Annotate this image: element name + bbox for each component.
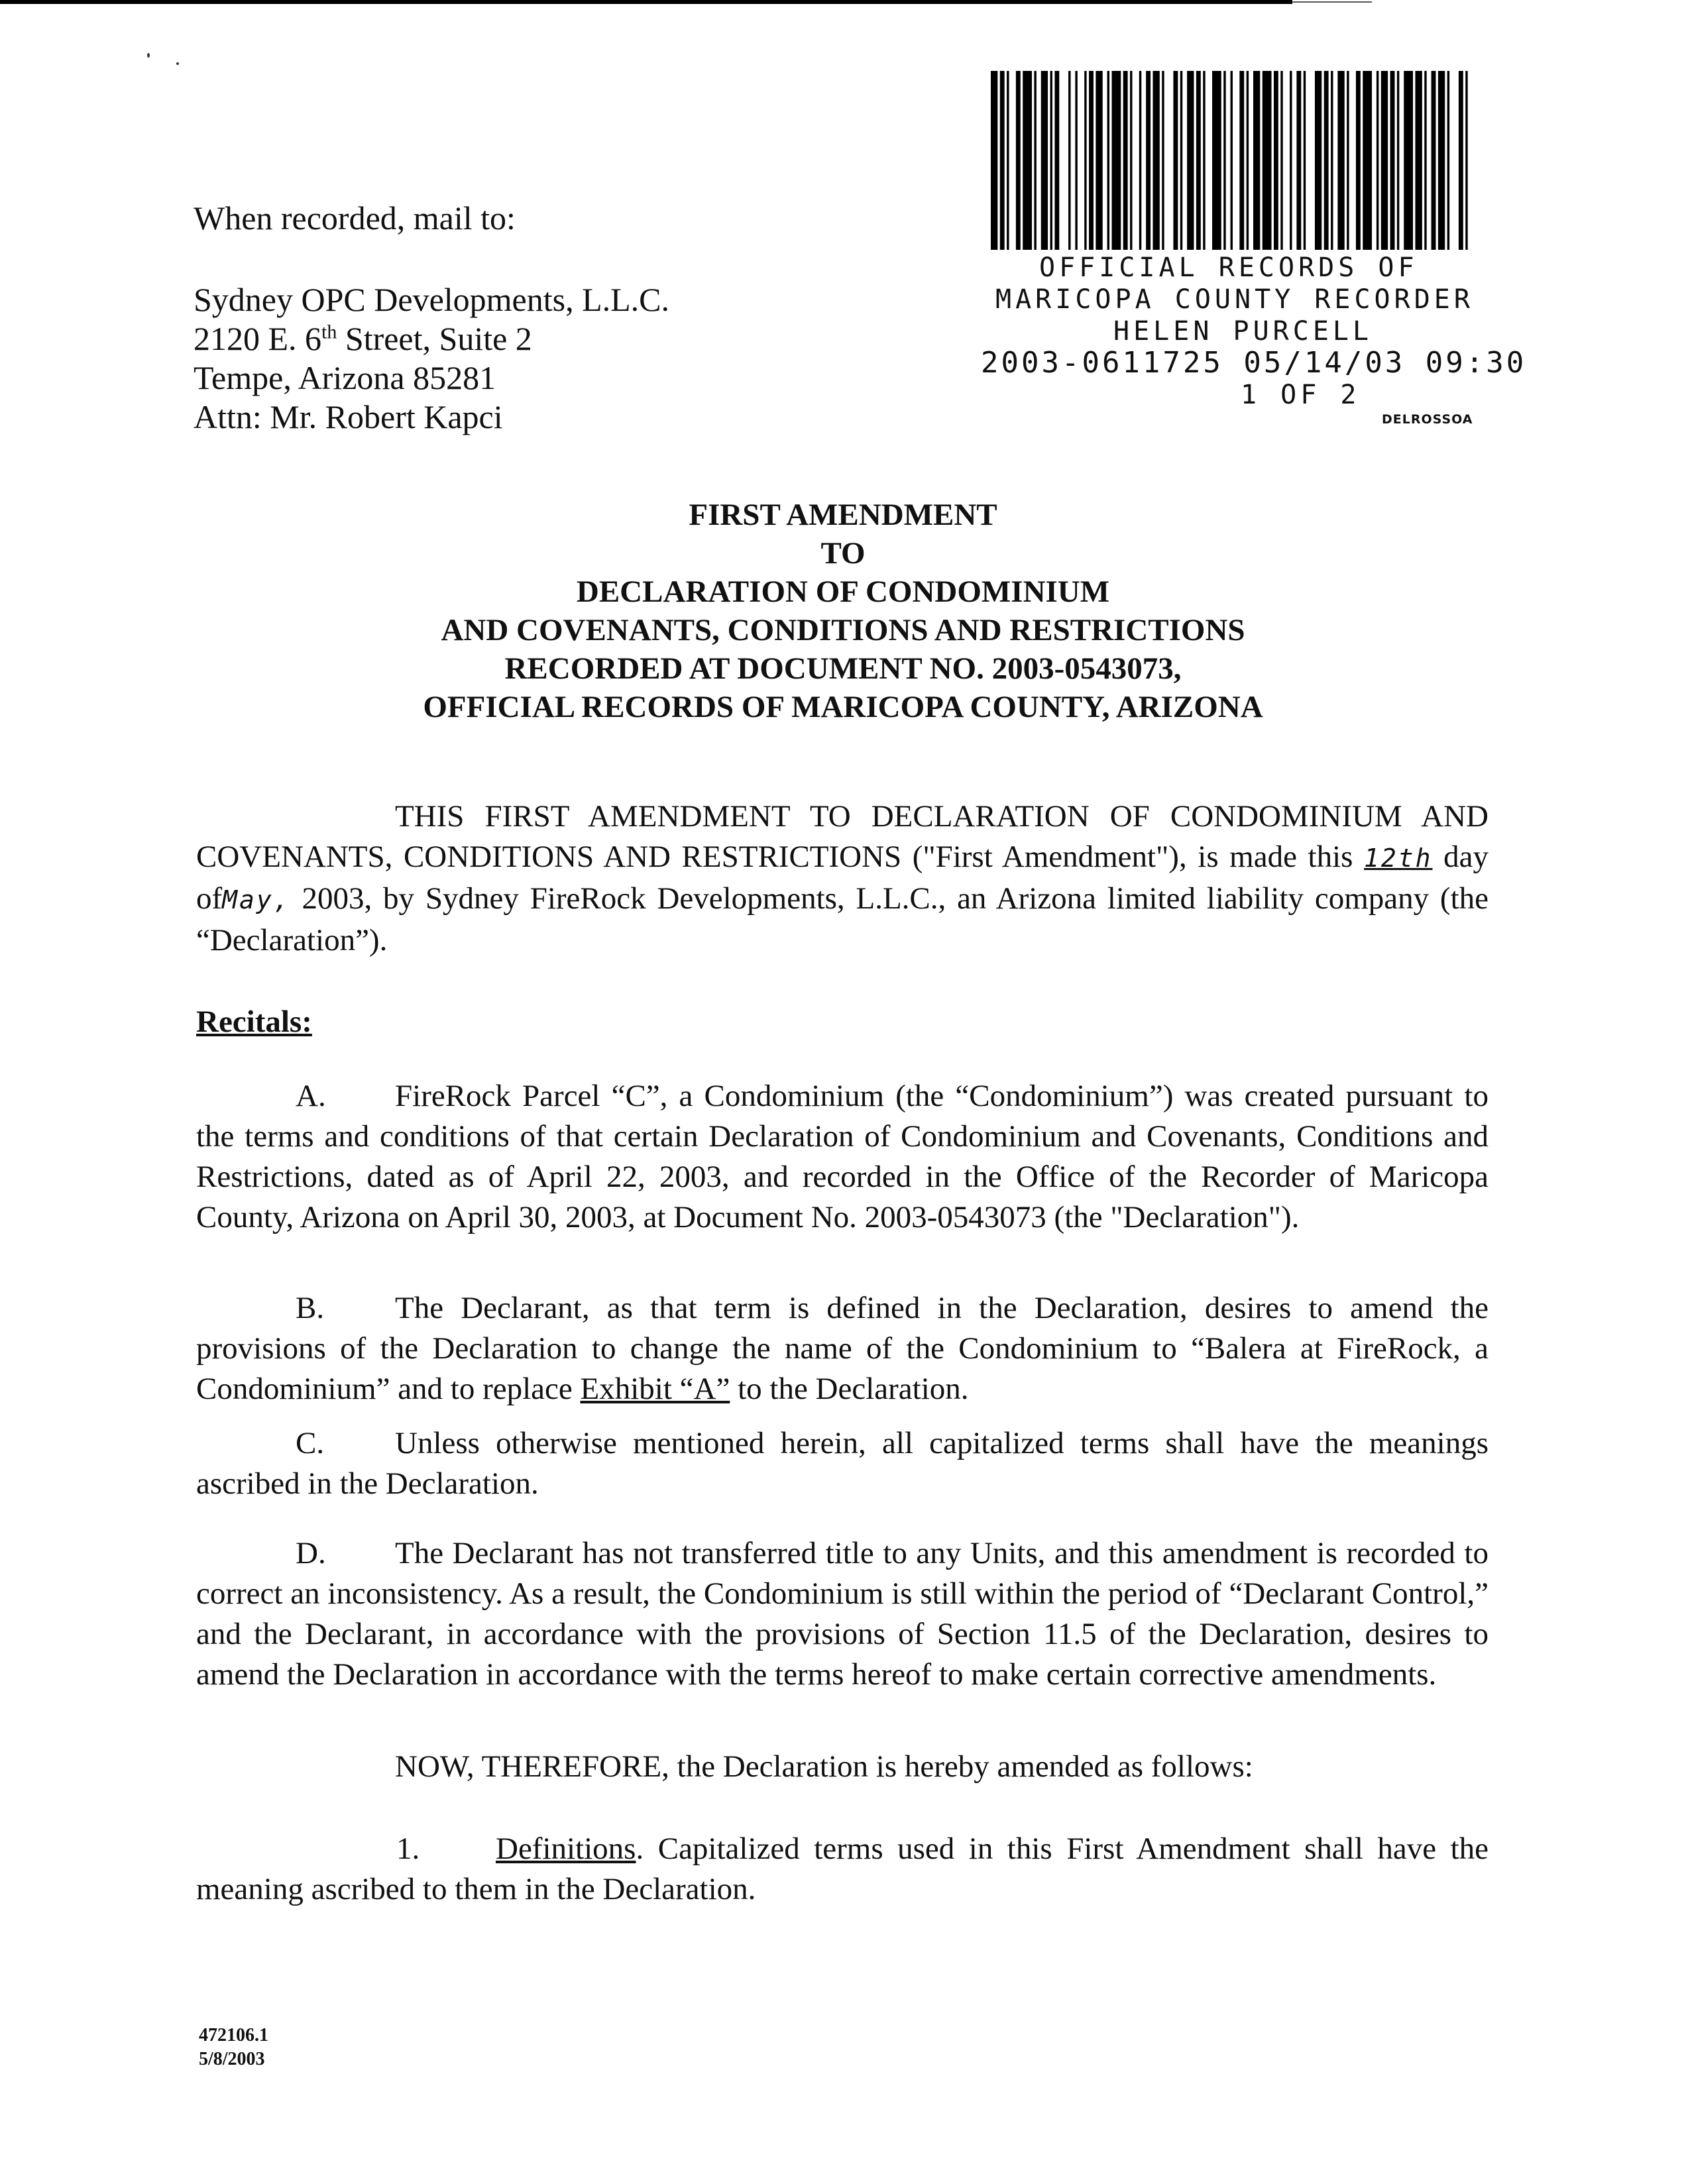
barcode-bar	[1315, 71, 1321, 250]
barcode-bar	[1296, 71, 1301, 250]
barcode-bar	[1139, 71, 1141, 250]
barcode-bar	[1203, 71, 1205, 250]
section-1-heading: Definitions	[496, 1831, 636, 1866]
title-line-2: TO	[820, 536, 866, 571]
intro-text-3: 2003, by Sydney FireRock Developments, L.L.C., an Arizona limited liability company (the “Declaration”).	[196, 881, 1489, 957]
scan-speck	[176, 62, 179, 65]
barcode-bar	[1075, 71, 1077, 250]
recorder-stamp	[981, 252, 1527, 411]
recital-a-text: FireRock Parcel “C”, a Condominium (the “Condominium”) was created pursuant to the terms and conditions of that certain Declaration of Condominium and Covenants, Conditions and Restrictions, dated as of April 22, 2003, and recorded in the Office of the Recorder of Maricopa County, Arizona on April 30, 2003, at Document No. 2003-0543073 (the "Declaration").	[196, 1079, 1489, 1234]
barcode-bar	[1152, 71, 1159, 250]
recital-b	[196, 1288, 1489, 1409]
mail-to-attn: Attn: Mr. Robert Kapci	[194, 398, 503, 435]
recital-b-exhibit: Exhibit “A”	[580, 1372, 730, 1406]
stamp-line-county-recorder: MARICOPA COUNTY RECORDER	[995, 284, 1474, 315]
recital-d-text: The Declarant has not transferred title to any Units, and this amendment is recorded to correct an inconsistency. As a result, the Condominium is still within the period of “Declarant Control,” and the Declarant, in accordance with the provisions of Section 11.5 of the Declaration, desires to amend the Declaration in accordance with the terms hereof to make certain corrective amendments.	[196, 1536, 1489, 1692]
barcode-bar	[1381, 71, 1388, 250]
intro-text-2: day of	[196, 840, 1489, 916]
barcode-bar	[1068, 71, 1070, 250]
barcode-bar	[1447, 71, 1449, 250]
barcode-bar	[1180, 71, 1182, 250]
barcode-bar	[1096, 71, 1102, 250]
recitals-heading: Recitals:	[196, 1005, 312, 1039]
barcode-bar	[1390, 71, 1395, 250]
barcode-bar	[1465, 71, 1467, 250]
recital-b-text-2: to the Declaration.	[730, 1372, 969, 1406]
barcode-bar	[1239, 71, 1244, 250]
barcode-bar	[1112, 71, 1121, 250]
recitals-heading-block	[196, 1002, 1489, 1042]
intro-text-1: THIS FIRST AMENDMENT TO DECLARATION OF CONDOMINIUM AND COVENANTS, CONDITIONS AND RESTRICTIONS ("First Amendment"), is made this	[196, 799, 1489, 874]
barcode-bar	[1263, 71, 1272, 250]
mail-to-company: Sydney OPC Developments, L.L.C.	[194, 281, 670, 318]
section-1-text: . Capitalized terms used in this First Amendment shall have the meaning ascribed to them in the Declaration.	[196, 1831, 1489, 1906]
title-line-6: OFFICIAL RECORDS OF MARICOPA COUNTY, ARIZONA	[423, 690, 1263, 724]
barcode-bar	[1041, 71, 1048, 250]
barcode-bar	[1280, 71, 1282, 250]
section-1-label: 1.	[396, 1831, 420, 1866]
barcode-bar	[1054, 71, 1059, 250]
barcode-bar	[1050, 71, 1052, 250]
scan-speck	[147, 53, 150, 58]
barcode-bar	[1274, 71, 1278, 250]
barcode-bar	[991, 71, 997, 250]
barcode-bar	[1347, 71, 1349, 250]
recital-b-text-1: The Declarant, as that term is defined in the Declaration, desires to amend the provisions of the Declaration to change the name of the Condominium to “Balera at FireRock, a Condominium” and to replace	[196, 1291, 1489, 1406]
barcode-bar	[1223, 71, 1225, 250]
document-title	[0, 496, 1686, 726]
barcode-bar	[1034, 71, 1036, 250]
mail-to-city: Tempe, Arizona 85281	[194, 359, 496, 396]
now-therefore-paragraph	[196, 1747, 1489, 1787]
barcode-bar	[1196, 71, 1201, 250]
handwritten-day: 12th	[1364, 844, 1433, 873]
street-prefix: 2120 E. 6	[194, 320, 322, 357]
title-line-4: AND COVENANTS, CONDITIONS AND RESTRICTIONS	[441, 613, 1245, 647]
barcode-bar	[1173, 71, 1178, 250]
barcode-bar	[1356, 71, 1361, 250]
barcode-bar	[1438, 71, 1445, 250]
recital-c-label: C.	[296, 1426, 325, 1460]
now-therefore-text: NOW, THEREFORE, the Declaration is hereby amended as follows:	[395, 1749, 1253, 1784]
barcode-bar	[1162, 71, 1164, 250]
section-1	[196, 1829, 1489, 1910]
recital-c	[196, 1423, 1489, 1504]
mail-to-block	[194, 199, 669, 437]
title-line-3: DECLARATION OF CONDOMINIUM	[576, 574, 1110, 609]
barcode-bar	[1432, 71, 1436, 250]
recital-d	[196, 1533, 1489, 1695]
recital-a	[196, 1076, 1489, 1238]
recital-c-text: Unless otherwise mentioned herein, all capitalized terms shall have the meanings ascribed in the Declaration.	[196, 1426, 1489, 1501]
top-border-line	[0, 0, 1292, 4]
barcode-bar	[1424, 71, 1426, 250]
barcode-bar	[1404, 71, 1413, 250]
footer-block	[199, 2024, 268, 2071]
street-superscript: th	[321, 321, 337, 343]
recital-a-label: A.	[296, 1079, 326, 1113]
stamp-line-page-count: 1 OF 2	[1241, 380, 1361, 410]
barcode-bar	[1290, 71, 1292, 250]
barcode-bar	[1231, 71, 1233, 250]
barcode-bar	[1377, 71, 1378, 250]
handwritten-month: May,	[222, 885, 291, 914]
barcode-bar	[1253, 71, 1260, 250]
barcode-bar	[1146, 71, 1151, 250]
title-line-5: RECORDED AT DOCUMENT NO. 2003-0543073,	[504, 651, 1182, 686]
title-line-1: FIRST AMENDMENT	[689, 498, 997, 532]
barcode-bar	[1084, 71, 1086, 250]
barcode-bar	[1130, 71, 1132, 250]
barcode-bar	[1023, 71, 1032, 250]
barcode-bar	[1324, 71, 1329, 250]
stamp-line-record-number: 2003-0611725 05/14/03 09:30	[981, 346, 1527, 380]
recital-d-label: D.	[296, 1536, 326, 1570]
stamp-clerk-id: DELROSSOA	[1382, 412, 1473, 427]
barcode-bar	[1247, 71, 1249, 250]
mail-to-street	[194, 319, 669, 358]
barcode-bar	[1397, 71, 1399, 250]
intro-paragraph	[196, 796, 1489, 961]
barcode-bar	[1187, 71, 1194, 250]
top-border-line-tail	[1292, 1, 1372, 3]
barcode-bar	[1212, 71, 1221, 250]
barcode-bar	[1337, 71, 1344, 250]
barcode-bar	[1415, 71, 1422, 250]
barcode-bar	[1107, 71, 1109, 250]
barcode-bar	[1007, 71, 1009, 250]
barcode-image	[991, 71, 1475, 263]
footer-doc-number: 472106.1	[199, 2025, 268, 2046]
street-suffix: Street, Suite 2	[337, 320, 532, 357]
mail-to-heading: When recorded, mail to:	[194, 199, 516, 237]
barcode-bar	[1363, 71, 1372, 250]
barcode-bar	[1123, 71, 1128, 250]
recital-b-label: B.	[296, 1291, 325, 1325]
barcode-bar	[1331, 71, 1333, 250]
stamp-line-recorder-name: HELEN PURCELL	[1113, 316, 1373, 347]
barcode-bar	[1304, 71, 1306, 250]
barcode-bar	[1016, 71, 1021, 250]
barcode-bar	[1459, 71, 1463, 250]
barcode-bar	[1089, 71, 1094, 250]
footer-date: 5/8/2003	[199, 2049, 265, 2069]
stamp-line-official-records: OFFICIAL RECORDS OF	[1039, 252, 1418, 283]
barcode-bar	[1000, 71, 1005, 250]
